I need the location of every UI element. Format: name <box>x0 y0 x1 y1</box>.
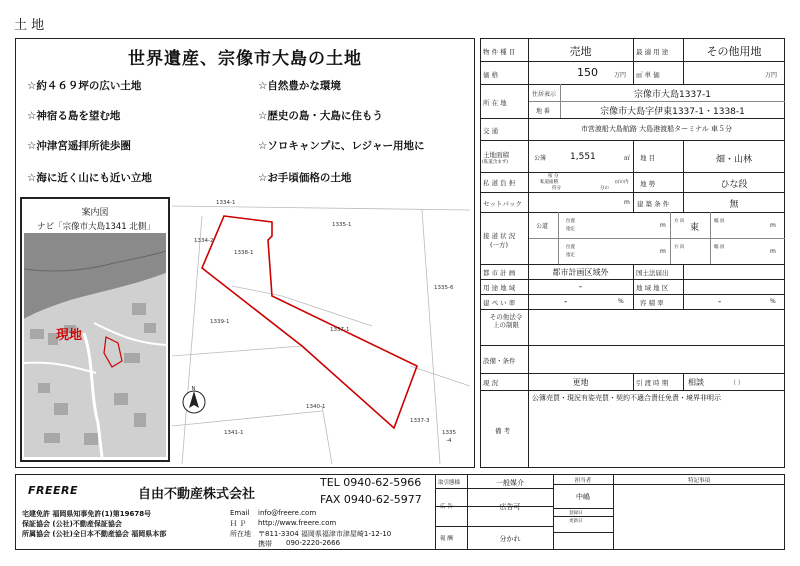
area-sub: (私道含まず) <box>482 160 509 165</box>
zoning-label: 用 途 地 域 <box>483 284 516 292</box>
private-road-sub-1: 按 分 <box>548 174 559 179</box>
delivery-label: 引 渡 時 期 <box>636 379 669 387</box>
license-2: 保証協会 (公社)不動産保証協会 <box>22 520 122 528</box>
document-category: 土 地 <box>14 18 45 33</box>
road-width-unit: m <box>770 248 776 255</box>
private-road-unit-2: 分の <box>600 186 609 191</box>
coverage-unit: % <box>618 298 624 305</box>
district-label: 地 域 地 区 <box>636 284 669 292</box>
road-sub-b: 指定 <box>566 227 575 232</box>
zoning-value: - <box>578 282 583 292</box>
private-road-sub-2: 私道面積 <box>540 180 558 185</box>
lot-label: 1335-6 <box>434 285 454 291</box>
license-3: 所属協会 (公社)全日本不動産協会 福岡県本部 <box>22 530 167 538</box>
address-sub-1: 住居表示 <box>532 91 557 98</box>
lot-label: 1334-2 <box>194 238 214 244</box>
status-label: 現 況 <box>483 379 499 387</box>
lot-label: 1335-1 <box>332 222 352 228</box>
feature-4: ☆歴史の島・大島に住もう <box>258 110 383 122</box>
address-value-2: 宗像市大島字伊東1337-1・1338-1 <box>600 107 745 117</box>
terrain-label: 地 勢 <box>640 180 656 188</box>
road-sub-a: 位置 <box>566 245 575 250</box>
location-map-title: 案内図 <box>81 208 109 218</box>
road-sub-a: 位置 <box>566 219 575 224</box>
ad-value: 広告可 <box>499 503 521 511</box>
building-cond-label: 建 築 条 件 <box>637 200 670 208</box>
private-road-unit-1: ㎡の内 <box>615 180 629 185</box>
far-value: - <box>718 297 722 307</box>
city-plan-label: 都 市 計 画 <box>483 269 516 277</box>
hp-label: Ｈ Ｐ <box>230 520 247 528</box>
feature-6: ☆ソロキャンプに、レジャー用地に <box>258 140 425 152</box>
location-map-image <box>24 233 166 457</box>
staff-value: 中嶋 <box>576 493 590 501</box>
address-sub-2: 地 番 <box>536 108 550 115</box>
feature-1: ☆約４６９坪の広い土地 <box>27 80 142 92</box>
email[interactable]: info@freere.com <box>258 509 317 517</box>
setback-label: セットバック <box>483 200 522 208</box>
feature-3: ☆神宿る島を望む地 <box>27 110 121 122</box>
unit-price-label: ㎡ 単 価 <box>636 71 660 79</box>
company-fax: FAX 0940-62-5977 <box>320 493 422 506</box>
building-cond-value: 無 <box>729 200 739 210</box>
area-unit: ㎡ <box>624 155 631 162</box>
road-width-unit: m <box>770 222 776 229</box>
staff-label: 担当者 <box>574 478 592 484</box>
price-unit: 万円 <box>614 72 627 79</box>
address-label: 所在地 <box>230 530 251 538</box>
fee-value: 分かれ <box>499 535 521 543</box>
lot-label: 1338-1 <box>234 250 254 256</box>
lot-label: 1335 <box>442 430 456 436</box>
delivery-value: 相談 <box>688 378 704 387</box>
feature-7: ☆海に近く山にも近い立地 <box>27 172 152 184</box>
updated-date-label: 更新日 <box>569 519 583 524</box>
lot-label: -4 <box>446 438 452 444</box>
location-map <box>20 197 170 462</box>
ad-label: 広 告 <box>440 504 453 510</box>
lot-label: 1337-1 <box>330 327 350 333</box>
area-value: 1,551 <box>570 152 596 162</box>
road-dir-label: 方 向 <box>674 219 685 224</box>
road-unit: m <box>660 222 666 229</box>
plot-map <box>172 196 470 464</box>
private-road-label: 私 道 負 担 <box>483 179 516 187</box>
deal-value: 一般媒介 <box>496 479 524 487</box>
private-road-sub-3: 持分 <box>552 186 561 191</box>
road-dir-label: 方 向 <box>674 245 685 250</box>
lot-label: 1334-1 <box>216 200 236 206</box>
city-plan-value: 都市計画区域外 <box>552 268 609 277</box>
unit-price-unit: 万円 <box>765 72 778 79</box>
use-label: 最 適 用 途 <box>636 48 669 56</box>
land-category-value: 畑・山林 <box>715 155 752 165</box>
area-label: 土地面積 <box>483 151 509 159</box>
north-arrow-icon <box>183 386 205 413</box>
road-sub: (一方) <box>490 241 509 249</box>
price-label: 価 格 <box>483 71 499 79</box>
deal-label: 取引態様 <box>438 480 461 486</box>
lot-label: 1337-3 <box>410 418 430 424</box>
land-law-label: 国土法届出 <box>636 269 669 277</box>
road-dir-value: 東 <box>690 223 700 233</box>
feature-5: ☆沖津宮遥拝所徒歩圏 <box>27 140 131 152</box>
fee-label: 報 酬 <box>440 536 453 542</box>
lot-label: 1339-1 <box>210 319 230 325</box>
svg-text:N: N <box>191 386 196 392</box>
type-label: 物 件 種 目 <box>483 48 516 56</box>
road-kind: 公道 <box>536 223 549 230</box>
land-category-label: 地 目 <box>640 154 656 162</box>
road-unit: m <box>660 248 666 255</box>
address-value-1: 宗像市大島1337-1 <box>634 90 711 100</box>
road-label: 接 道 状 況 <box>483 232 516 240</box>
remarks-label: 備 考 <box>495 427 511 435</box>
coverage-label: 建 ぺ い 率 <box>483 299 516 307</box>
road-width-label: 幅 員 <box>714 245 725 250</box>
traffic-value: 市営渡船大島航路 大島港渡船ターミナル 車５分 <box>580 125 733 133</box>
price-value: 150 <box>577 66 598 79</box>
location-marker-label: 現地 <box>56 328 83 343</box>
lot-label: 1340-1 <box>306 404 326 410</box>
facility-label: 設備・条件 <box>483 357 516 365</box>
status-value: 更地 <box>572 378 589 387</box>
far-unit: % <box>770 298 776 305</box>
type-value: 売地 <box>569 45 592 58</box>
register-date-label: 登録日 <box>569 511 583 516</box>
spec-table <box>480 38 785 468</box>
setback-unit: m <box>624 199 630 206</box>
far-label: 容 積 率 <box>640 299 664 307</box>
delivery-paren: （ ） <box>730 380 744 387</box>
company-logo: FREERE <box>28 484 78 497</box>
road-width-label: 幅 員 <box>714 219 725 224</box>
location-map-nav: ナビ「宗像市大島1341 北側」 <box>37 222 155 232</box>
area-kind: 公簿 <box>534 155 547 162</box>
traffic-label: 交 通 <box>483 127 499 135</box>
remarks-value: 公簿売買・現況有姿売買・契約不適合責任免責・境界非明示 <box>532 394 721 402</box>
mobile-label: 携帯 <box>258 540 272 548</box>
terrain-value: ひな段 <box>720 180 748 190</box>
ad-title: 世界遺産、宗像市大島の土地 <box>128 49 362 69</box>
coverage-value: - <box>564 297 568 307</box>
road-sub-b: 指定 <box>566 253 575 258</box>
homepage-link[interactable]: http://www.freere.com <box>258 519 337 527</box>
notes-label: 特記事項 <box>687 478 710 484</box>
other-restrictions-label: その他法令上の制限 <box>489 313 523 329</box>
use-value: その他用地 <box>706 45 762 58</box>
feature-2: ☆自然豊かな環境 <box>258 80 341 92</box>
feature-8: ☆お手頃価格の土地 <box>258 172 352 184</box>
company-tel: TEL 0940-62-5966 <box>320 476 422 489</box>
mobile-number: 090-2220-2666 <box>286 539 341 547</box>
email-label: Email <box>230 509 250 517</box>
lot-label: 1341-1 <box>224 430 244 436</box>
license-1: 宅建免許 福岡県知事免許(1)第19678号 <box>22 510 152 518</box>
address-label: 所 在 地 <box>483 99 507 107</box>
company-name: 自由不動産株式会社 <box>138 487 256 502</box>
company-address: 〒811-3304 福岡県福津市津屋崎1-12-10 <box>258 530 392 538</box>
